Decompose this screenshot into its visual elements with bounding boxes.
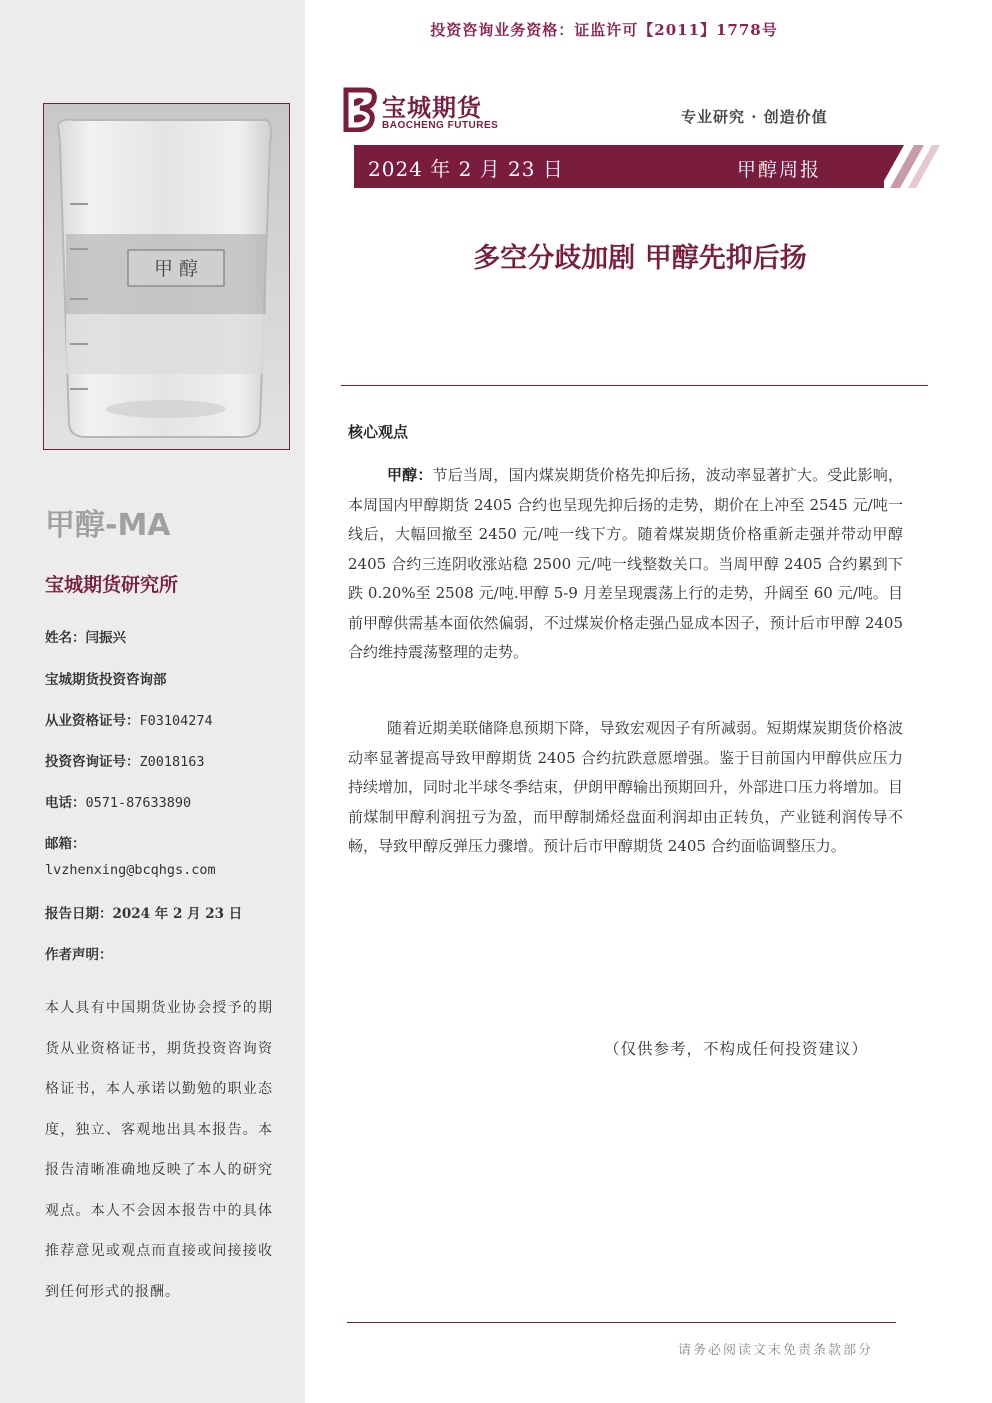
product-name: 甲醇-MA xyxy=(45,508,171,543)
consult-label: 投资咨询证号： xyxy=(45,754,140,770)
section-title: 核心观点 xyxy=(348,423,409,441)
logo-chinese: 宝城期货 xyxy=(382,94,482,122)
email-label: 邮箱： xyxy=(45,836,86,852)
statement-label: 作者声明： xyxy=(45,947,113,963)
license-number xyxy=(45,709,213,729)
footer-text: 请务必阅读文末免责条款部分 xyxy=(678,1343,874,1358)
compliance-text: 投资咨询业务资格：证监许可【2011】1778号 xyxy=(430,21,778,39)
logo-mark-icon xyxy=(340,86,380,132)
consult-number xyxy=(45,750,205,770)
beaker-image xyxy=(44,104,289,449)
author-name: 姓名：闫振兴 xyxy=(45,630,126,646)
title-divider xyxy=(341,385,928,386)
phone xyxy=(45,791,191,811)
paragraph-1-text: 节后当周，国内煤炭期货价格先抑后扬，波动率显著扩大。受此影响，本周国内甲醇期货 2405 合约也呈现先抑后扬的走势，期价在上冲至 2545 元/吨一线后，大幅回撤至 2450 元/吨一线下方。随着煤炭期货价格重新走强并带动甲醇 2405 合约三连阴收涨站稳 2500 元/吨一线整数关口。当周甲醇 2405 合约累到下跌 0.20%至 2508 元/吨.甲醇 5-9 月差呈现震荡上行的走势，升阔至 60 元/吨。目前甲醇供需基本面依然偏弱，不过煤炭价格走强凸显成本因子，预计后市甲醇 2405 合约维持震荡整理的走势。 xyxy=(348,466,903,661)
footer-divider xyxy=(347,1322,896,1323)
logo-english: BAOCHENG FUTURES xyxy=(382,120,499,131)
institute-name: 宝城期货研究所 xyxy=(45,574,179,596)
banner-stripes-icon xyxy=(860,145,940,188)
license-value: F03104274 xyxy=(139,713,213,729)
paragraph-2: 随着近期美联储降息预期下降，导致宏观因子有所减弱。短期煤炭期货价格波动率显著提高导致甲醇期货 2405 合约抗跌意愿增强。鉴于目前国内甲醇供应压力持续增加，同时北半球冬季结束，伊朗甲醇输出预期回升，外部进口压力将增加。目前煤制甲醇利润扭亏为盈，而甲醇制烯烃盘面利润却由正转负，产业链利润传导不畅，导致甲醇反弹压力骤增。预计后市甲醇期货 2405 合约面临调整压力。 xyxy=(348,719,904,855)
disclaimer-note: （仅供参考，不构成任何投资建议） xyxy=(604,1040,869,1058)
product-photo xyxy=(43,103,290,450)
license-label: 从业资格证号： xyxy=(45,713,140,729)
photo-label: 甲 醇 xyxy=(153,258,199,280)
department: 宝城期货投资咨询部 xyxy=(45,672,167,688)
phone-value: 0571-87633890 xyxy=(85,795,192,811)
email-value[interactable]: lvzhenxing@bcqhgs.com xyxy=(45,862,216,878)
banner-date: 2024 年 2 月 23 日 xyxy=(368,157,564,181)
slogan: 专业研究 · 创造价值 xyxy=(681,108,828,126)
company-logo xyxy=(340,86,515,136)
report-type: 甲醇周报 xyxy=(737,159,822,181)
paragraph-methanol xyxy=(348,461,903,668)
phone-label: 电话： xyxy=(45,795,86,811)
report-date: 报告日期：2024 年 2 月 23 日 xyxy=(45,906,243,922)
author-statement: 本人具有中国期货业协会授予的期货从业资格证书，期货投资咨询资格证书，本人承诺以勤勉的职业态度，独立、客观地出具本报告。本报告清晰准确地反映了本人的研究观点。本人不会因本报告中的具体推荐意见或观点而直接或间接接收到任何形式的报酬。 xyxy=(45,1000,273,1300)
paragraph-lead: 甲醇： xyxy=(387,466,433,484)
consult-value: Z0018163 xyxy=(139,754,205,770)
report-title: 多空分歧加剧 甲醇先抑后扬 xyxy=(473,243,807,274)
